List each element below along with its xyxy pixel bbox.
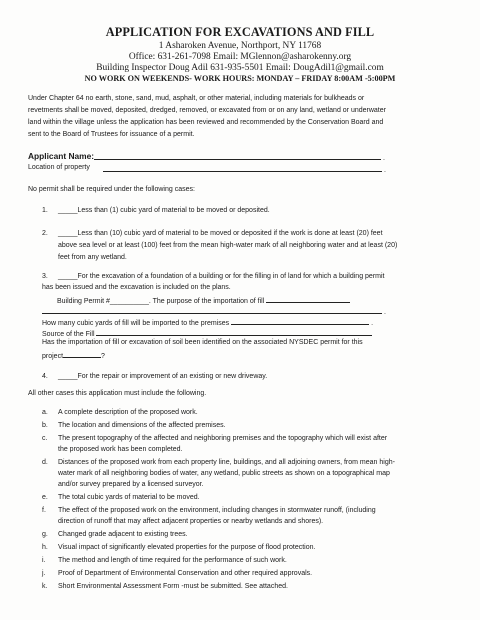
applicant-name-label: Applicant Name:: [28, 151, 95, 161]
req-c-line-2: the proposed work has been completed.: [58, 446, 183, 453]
location-field[interactable]: [103, 163, 382, 172]
case-4-number: 4.: [42, 373, 48, 380]
req-d-line-3: and/or survey prepared by a licensed surveyor.: [58, 481, 204, 488]
req-g-letter: g.: [42, 531, 48, 538]
req-h-text: Visual impact of significantly elevated properties for the purpose of flood protection.: [58, 544, 316, 551]
case-2-line-3: feet from any wetland.: [58, 254, 127, 261]
work-hours-notice: NO WORK ON WEEKENDS- WORK HOURS: MONDAY – FRIDAY 8:00AM -5:00PM: [84, 74, 396, 83]
intro-line-2: revetments shall be moved, deposited, dredged, removed, or excavated from or on any land, wetland or underwater: [28, 107, 386, 114]
case-3-number: 3.: [42, 273, 48, 280]
location-label: Location of property: [28, 164, 90, 171]
req-h-letter: h.: [42, 544, 48, 551]
req-f-line-1: The effect of the proposed work on the environment, including changes in stormwater runoff, (including: [58, 507, 376, 514]
village-address: 1 Asharoken Avenue, Northport, NY 11768: [158, 41, 322, 51]
intro-line-3: land within the village unless the application has been reviewed and recommended by the Conservation Board and: [28, 119, 384, 126]
case-3-line-2: has been issued and the excavation is included on the plans.: [42, 284, 231, 291]
application-page: APPLICATION FOR EXCAVATIONS AND FILL 1 Asharoken Avenue, Northport, NY 11768 Office: 631-261-7098 Email: MGlennon@asharokenny.org Building Inspector Doug Adil 631-935-5501 Email: DougAdil1@gmail.com NO WORK ON WEEKENDS- WORK HOURS: MONDAY – FRIDAY 8:00AM -5:00PM Under Chapter 64 no earth, stone, sand, mud, asphalt, or other material, including materials for bulkheads or revetments shall be moved, deposited, dredged, removed, or excavated from or on any land, wetland or underwater land within the village unless the application has been reviewed and recommended by the Conservation Board and sent to the Board of Trustees for issuance of a permit. Applicant Name: . Location of property . No permit shall be required under the following cases: 1. _____Less than (1) cubic yard of material to be moved or deposited. 2. _____Less than (10) cubic yard of material to be moved or deposited if the work is done at least (20) feet above sea level or at least (100) feet from the mean high-water mark of all neighboring water and at least (20) feet from any wetland. 3. _____For the excavation of a foundation of a building or for the filling in of land for which a building permit has been issued and the excavation is included on the plans. Building Permit #__________. The purpose of the importation of fill . How many cubic yards of fill will be imported to the premises . Source of the Fill Has the importation of fill or excavation of soil been identified on the associated NYSDEC permit for this project ? 4. _____For the repair or improvement of an existing or new driveway. All other cases this application must include the following. a. A complete description of the proposed work. b. The location and dimensions of the affected premises. c. The present topography of the affected and neighboring premises and the topography which will exist after the proposed work has been completed. d. Distances of the proposed work from each property line, buildings, and all adjoining owners, from mean high- water mark of all neighboring bodies of water, any wetland, public streets as shown on a topographical map and/or survey prepared by a licensed surveyor. e. The total cubic yards of material to be moved. f. The effect of the proposed work on the environment, including changes in stormwater runoff, (including direction of runoff that may affect adjacent properties or nearby wetlands and shores). g. Changed grade adjacent to existing trees. h. Visual impact of significantly elevated properties for the purpose of flood protection. i. The method and length of time required for the performance of such work. j. Proof of Department of Environmental Conservation and other required approvals. k. Short Environmental Assessment Form -must be submitted. See attached.: [0, 0, 480, 620]
req-f-line-2: direction of runoff that may affect adjacent properties or nearby wetlands and shores).: [58, 518, 324, 525]
req-c-letter: c.: [42, 435, 48, 442]
req-d-line-1: Distances of the proposed work from each property line, buildings, and all adjoining owners, from mean high-: [58, 459, 395, 466]
form-title: APPLICATION FOR EXCAVATIONS AND FILL: [105, 25, 375, 39]
req-b-text: The location and dimensions of the affected premises.: [58, 422, 226, 429]
fill-source-field[interactable]: [96, 327, 372, 336]
case-4-text: _____For the repair or improvement of an existing or new driveway.: [58, 373, 268, 380]
req-i-text: The method and length of time required for the performance of such work.: [58, 557, 287, 564]
nysdec-answer-field[interactable]: [63, 349, 101, 358]
case-2-number: 2.: [42, 230, 48, 237]
req-a-text: A complete description of the proposed work.: [58, 409, 198, 416]
case-1-number: 1.: [42, 207, 48, 214]
req-f-letter: f.: [42, 507, 46, 514]
req-k-letter: k.: [42, 583, 48, 590]
fill-purpose-field-continued[interactable]: [42, 305, 382, 314]
inspector-contact: Building Inspector Doug Adil 631-935-5501 Email: DougAdil1@gmail.com: [96, 63, 384, 73]
req-a-letter: a.: [42, 409, 48, 416]
case-2-line-2: above sea level or at least (100) feet from the mean high-water mark of all neighboring water and at least (20): [58, 242, 398, 249]
cubic-yards-field[interactable]: [231, 316, 369, 325]
cubic-yards-label: How many cubic yards of fill will be imported to the premises: [42, 320, 230, 327]
req-j-letter: j.: [42, 570, 46, 577]
fill-source-label: Source of the Fill: [42, 331, 95, 338]
all-other-cases: All other cases this application must include the following.: [28, 390, 207, 397]
case-1-text: _____Less than (1) cubic yard of material to be moved or deposited.: [58, 207, 270, 214]
req-j-text: Proof of Department of Environmental Conservation and other required approvals.: [58, 570, 313, 577]
fill-purpose-field[interactable]: [266, 294, 350, 303]
applicant-name-field[interactable]: [94, 151, 381, 160]
req-k-text: Short Environmental Assessment Form -must be submitted. See attached.: [58, 583, 288, 590]
case-3-line-1: _____For the excavation of a foundation of a building or for the filling in of land for which a building permit: [58, 273, 385, 280]
req-i-letter: i.: [42, 557, 46, 564]
req-c-line-1: The present topography of the affected and neighboring premises and the topography which will exist after: [58, 435, 388, 442]
nysdec-question: Has the importation of fill or excavation of soil been identified on the associated NYSDEC permit for this: [42, 339, 363, 346]
req-g-text: Changed grade adjacent to existing trees.: [58, 531, 188, 538]
req-d-line-2: water mark of all neighboring bodies of water, any wetland, public streets as shown on a topographical map: [58, 470, 390, 477]
req-e-text: The total cubic yards of material to be moved.: [58, 494, 200, 501]
office-contact: Office: 631-261-7098 Email: MGlennon@asharokenny.org: [128, 52, 352, 62]
req-e-letter: e.: [42, 494, 48, 501]
case-2-line-1: _____Less than (10) cubic yard of material to be moved or deposited if the work is done at least (20) feet: [58, 230, 383, 237]
no-permit-intro: No permit shall be required under the following cases:: [28, 186, 195, 193]
intro-line-1: Under Chapter 64 no earth, stone, sand, mud, asphalt, or other material, including materials for bulkheads or: [28, 95, 365, 102]
req-d-letter: d.: [42, 459, 48, 466]
building-permit-label: Building Permit #__________. The purpose of the importation of fill: [57, 298, 265, 305]
intro-line-4: sent to the Board of Trustees for issuance of a permit.: [28, 131, 195, 138]
project-label: project: [42, 353, 64, 360]
req-b-letter: b.: [42, 422, 48, 429]
